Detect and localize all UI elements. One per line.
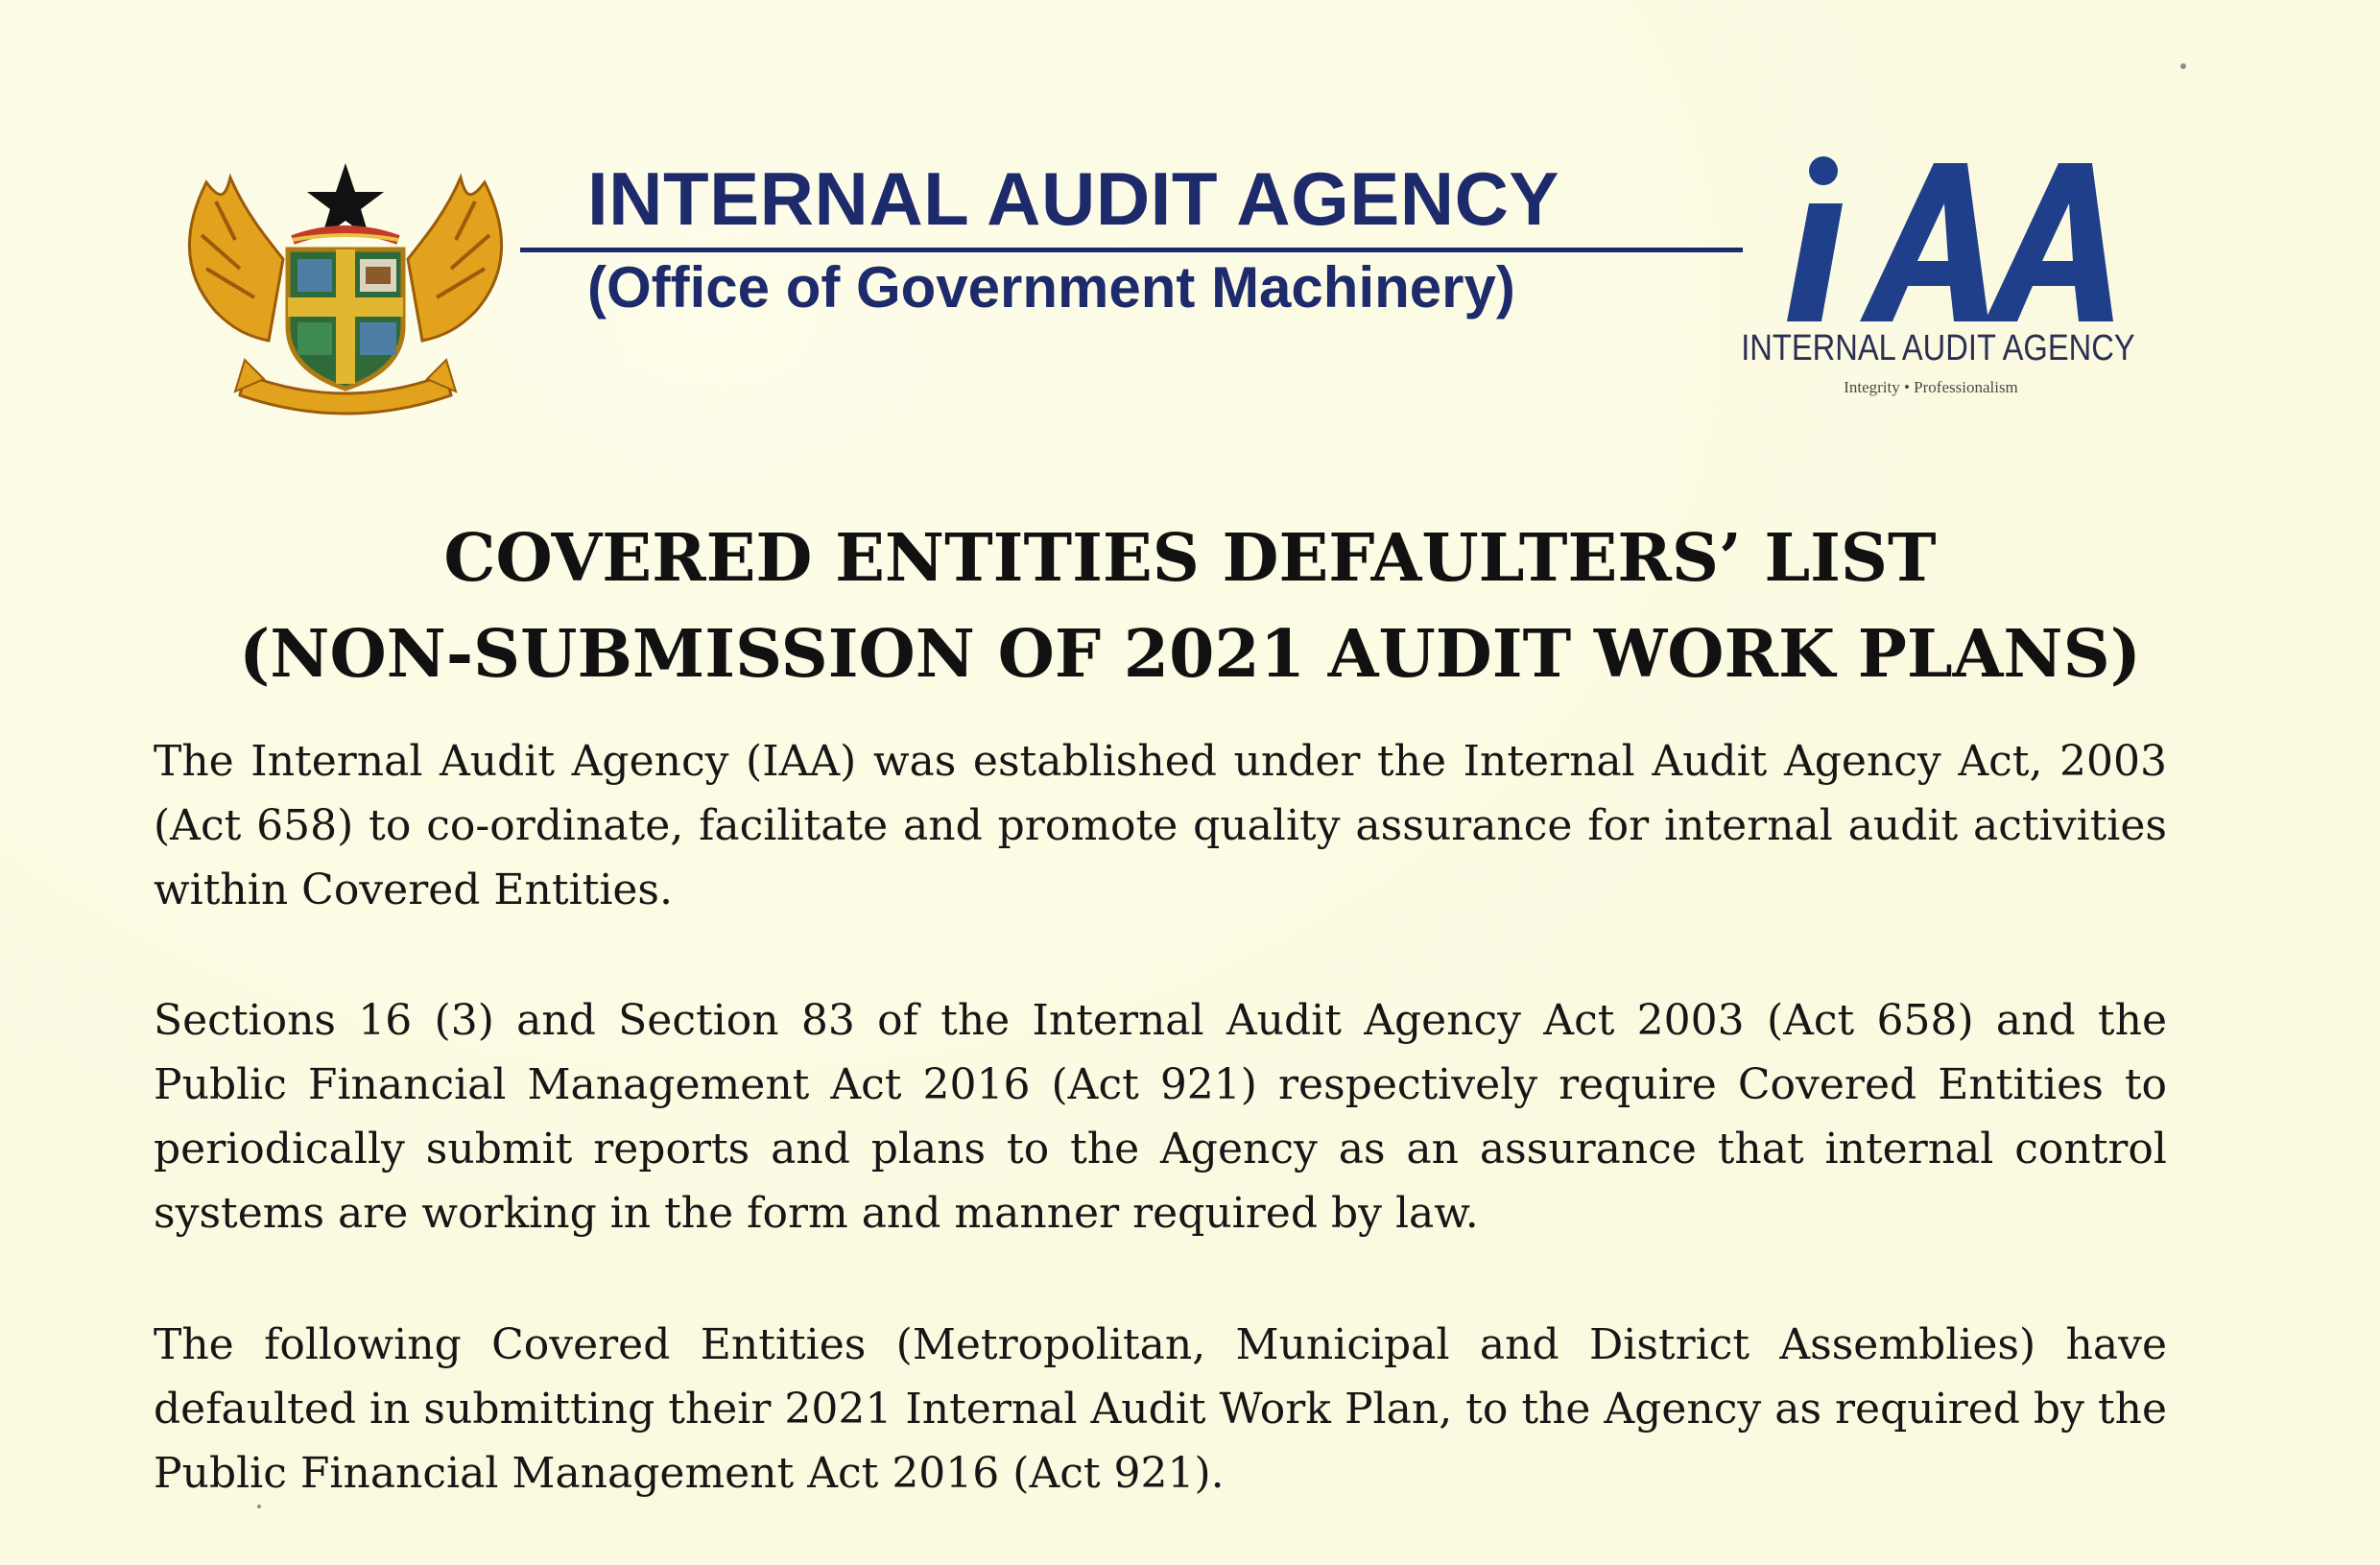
ghana-coat-of-arms-icon	[178, 144, 513, 422]
scan-speck	[2180, 63, 2186, 69]
paragraph-agency-establishment: The Internal Audit Agency (IAA) was established under the Internal Audit Agency Act, 2003 (Act 658) to co-ordinate, facilitate and promote quality assurance for internal audit activities within Covered Entities.	[154, 737, 2167, 914]
iaa-logo-icon	[1766, 144, 2150, 326]
iaa-logo-tagline: Integrity • Professionalism	[1844, 378, 2018, 396]
scan-speck	[257, 1505, 261, 1508]
header-divider	[520, 248, 1743, 252]
heading-line-1: COVERED ENTITIES DEFAULTERS’ LIST	[443, 520, 1937, 597]
paragraph-legal-requirements: Sections 16 (3) and Section 83 of the Internal Audit Agency Act 2003 (Act 658) and the Public Financial Management Act 2016 (Act 921) respectively require Covered Entities to periodically submit reports and plans to the Agency as an assurance that internal control systems are working in the form and manner required by law.	[154, 996, 2167, 1238]
iaa-logo-name: INTERNAL AUDIT AGENCY	[1741, 328, 2135, 368]
agency-subtitle: (Office of Government Machinery)	[587, 255, 1515, 320]
heading-line-2: (NON-SUBMISSION OF 2021 AUDIT WORK PLANS)	[239, 616, 2141, 693]
paragraph-defaulters-intro: The following Covered Entities (Metropolitan, Municipal and District Assemblies) have defaulted in submitting their 2021 Internal Audit Work Plan, to the Agency as required by the Public Financial Management Act 2016 (Act 921).	[154, 1320, 2167, 1498]
document-heading	[0, 510, 2380, 702]
agency-title: INTERNAL AUDIT AGENCY	[587, 156, 1559, 241]
